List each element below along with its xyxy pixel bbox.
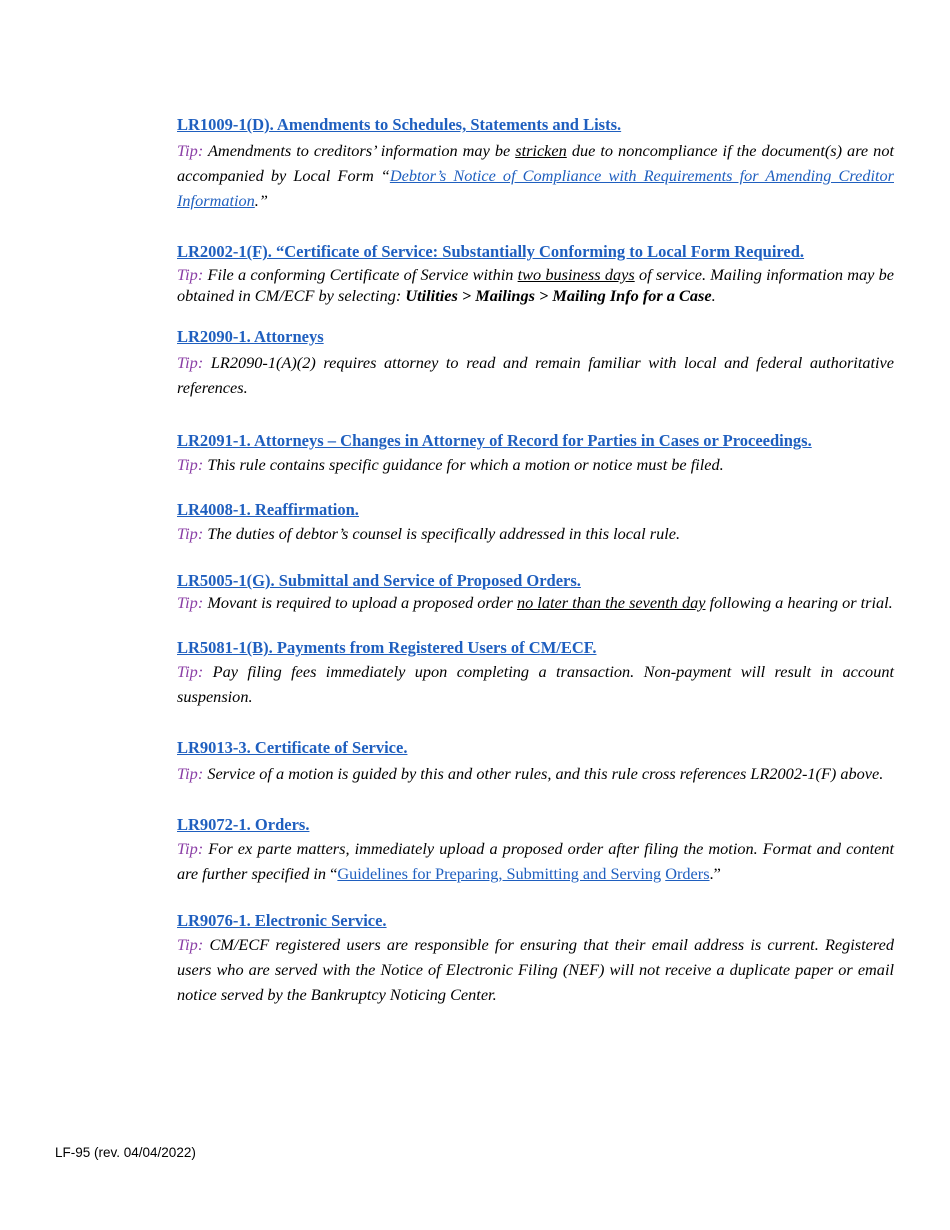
rule-link-lr2091[interactable]: LR2091-1. Attorneys – Changes in Attorney of Record for Parties in Cases or Proceedings. (177, 431, 812, 450)
tip-paragraph: Tip: Pay filing fees immediately upon completing a transaction. Non-payment will result in account suspension. (177, 662, 894, 706)
document-body (177, 114, 894, 1029)
tip-label: Tip: (177, 524, 204, 543)
rule-link-lr9076[interactable]: LR9076-1. Electronic Service. (177, 911, 387, 930)
tip-paragraph: Tip: CM/ECF registered users are responsible for ensuring that their email address is current. Registered users who are served with the Notice of Electronic Filing (NEF) will not receive a duplicate paper or email notice served by the Bankruptcy Noticing Center. (177, 935, 894, 1004)
section-lr5081 (177, 637, 894, 709)
tip-label: Tip: (177, 593, 204, 612)
form-footer: LF-95 (rev. 04/04/2022) (55, 1145, 196, 1160)
tip-label: Tip: (177, 265, 204, 284)
guidelines-link[interactable]: Guidelines for Preparing, Submitting and Serving (337, 864, 662, 883)
section-lr2091 (177, 430, 894, 477)
section-lr1009 (177, 114, 894, 213)
rule-link-lr5005[interactable]: LR5005-1(G). Submittal and Service of Proposed Orders. (177, 571, 581, 590)
tip-paragraph: Tip: For ex parte matters, immediately upload a proposed order after filing the motion. Format and content are further specified in “Guidelines for Preparing, Submitting and Serving Orders.” (177, 839, 894, 883)
tip-label: Tip: (177, 662, 204, 681)
tip-label: Tip: (177, 764, 204, 783)
section-lr9072 (177, 814, 894, 886)
rule-link-lr9072[interactable]: LR9072-1. Orders. (177, 815, 310, 834)
tip-label: Tip: (177, 353, 204, 372)
tip-paragraph: Tip: LR2090-1(A)(2) requires attorney to read and remain familiar with local and federal authoritative references. (177, 353, 894, 397)
tip-paragraph: Tip: This rule contains specific guidance for which a motion or notice must be filed. (177, 455, 724, 474)
tip-paragraph: Tip: Service of a motion is guided by this and other rules, and this rule cross references LR2002-1(F) above. (177, 764, 884, 783)
section-lr9013 (177, 737, 894, 786)
tip-paragraph: Tip: The duties of debtor’s counsel is specifically addressed in this local rule. (177, 524, 681, 543)
rule-link-lr4008[interactable]: LR4008-1. Reaffirmation. (177, 500, 359, 519)
tip-paragraph: Tip: Amendments to creditors’ information may be stricken due to noncompliance if the document(s) are not accompanied by Local Form “Debtor’s Notice of Compliance with Requirements for Amending Creditor Information.” (177, 141, 894, 210)
section-lr2090 (177, 326, 894, 400)
tip-label: Tip: (177, 935, 204, 954)
rule-link-lr5081[interactable]: LR5081-1(B). Payments from Registered Users of CM/ECF. (177, 638, 597, 657)
tip-label: Tip: (177, 839, 204, 858)
section-lr4008 (177, 499, 894, 546)
menu-path: Utilities > Mailings > Mailing Info for a Case (405, 286, 712, 305)
rule-link-lr9013[interactable]: LR9013-3. Certificate of Service. (177, 738, 408, 757)
rule-link-lr2090[interactable]: LR2090-1. Attorneys (177, 327, 324, 346)
section-lr2002 (177, 241, 894, 306)
tip-paragraph: Tip: Movant is required to upload a proposed order no later than the seventh day following a hearing or trial. (177, 593, 893, 612)
orders-link[interactable]: Orders (665, 864, 710, 883)
rule-link-lr1009[interactable]: LR1009-1(D). Amendments to Schedules, Statements and Lists. (177, 115, 622, 134)
section-lr9076 (177, 910, 894, 1007)
section-lr5005 (177, 570, 894, 613)
tip-paragraph: Tip: File a conforming Certificate of Service within two business days of service. Mailing information may be obtained in CM/ECF by selecting: Utilities > Mailings > Mailing Info for a Case. (177, 265, 894, 305)
tip-label: Tip: (177, 455, 204, 474)
form-link-debtors-notice[interactable]: Debtor’s Notice of Compliance with Requirements for Amending Creditor Information (177, 166, 894, 210)
rule-link-lr2002[interactable]: LR2002-1(F). “Certificate of Service: Substantially Conforming to Local Form Required. (177, 242, 805, 261)
tip-label: Tip: (177, 141, 204, 160)
